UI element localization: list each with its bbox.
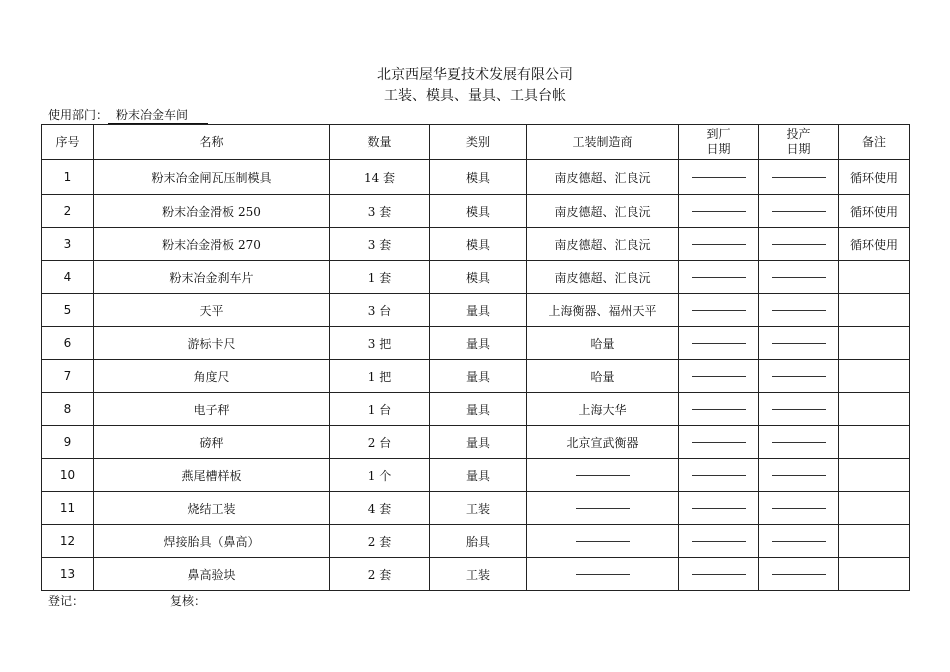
row-production-date [759, 294, 839, 327]
empty-dash [772, 310, 826, 311]
row-index-text: 8 [63, 402, 72, 416]
row-remarks [839, 492, 910, 525]
row-category-text: 模具 [465, 237, 490, 252]
row-name [94, 426, 330, 459]
row-category [430, 558, 527, 591]
row-arrival-date [679, 525, 759, 558]
empty-dash [772, 475, 826, 476]
row-quantity [330, 228, 430, 261]
row-name-text: 粉末冶金滑板 250 [162, 204, 261, 219]
table-row [42, 160, 910, 195]
empty-dash [692, 574, 746, 575]
table-row [42, 558, 910, 591]
row-name-text: 粉末冶金闸瓦压制模具 [151, 170, 272, 185]
empty-dash [772, 211, 826, 212]
header-quantity: 数量 [330, 125, 430, 160]
row-quantity-text: 3 套 [367, 204, 392, 219]
row-arrival-date [679, 261, 759, 294]
table-row [42, 459, 910, 492]
row-index [42, 294, 94, 327]
row-manufacturer-text: 上海大华 [578, 402, 627, 417]
row-category-text: 工装 [465, 567, 490, 582]
row-production-date [759, 160, 839, 195]
row-quantity-text: 14 套 [363, 170, 396, 185]
row-name-text: 鼻高验块 [187, 567, 236, 582]
row-category-text: 量具 [465, 303, 490, 318]
empty-dash [772, 574, 826, 575]
row-production-date [759, 492, 839, 525]
row-remarks [839, 558, 910, 591]
row-arrival-date [679, 459, 759, 492]
row-name [94, 195, 330, 228]
department-label: 使用部门： [48, 108, 109, 122]
header-category: 类别 [430, 125, 527, 160]
row-category-text: 量具 [465, 369, 490, 384]
empty-dash [692, 177, 746, 178]
empty-dash [692, 211, 746, 212]
row-category [430, 426, 527, 459]
row-production-date [759, 426, 839, 459]
row-name [94, 558, 330, 591]
row-arrival-date [679, 294, 759, 327]
row-index [42, 327, 94, 360]
empty-dash [772, 409, 826, 410]
row-index [42, 195, 94, 228]
row-manufacturer-text: 南皮德超、汇良沅 [554, 170, 651, 185]
row-quantity [330, 426, 430, 459]
row-remarks [839, 393, 910, 426]
row-arrival-date [679, 426, 759, 459]
header-row [42, 125, 910, 160]
row-manufacturer-text: 南皮德超、汇良沅 [554, 204, 651, 219]
empty-dash [576, 541, 630, 542]
ledger-body [42, 160, 910, 591]
row-index-text: 9 [63, 435, 72, 449]
row-name-text: 角度尺 [193, 369, 230, 384]
row-arrival-date [679, 393, 759, 426]
empty-dash [692, 343, 746, 344]
row-name-text: 电子秤 [193, 402, 230, 417]
row-category-text: 胎具 [465, 534, 490, 549]
empty-dash [692, 376, 746, 377]
department-line [48, 106, 208, 124]
row-name [94, 492, 330, 525]
row-category-text: 量具 [465, 336, 490, 351]
row-index-text: 1 [63, 170, 72, 184]
header-name: 名称 [94, 125, 330, 160]
row-quantity-text: 2 套 [367, 567, 392, 582]
row-manufacturer [527, 360, 679, 393]
header-production-line1: 投产 [786, 127, 811, 141]
empty-dash [692, 508, 746, 509]
row-quantity-text: 3 把 [367, 336, 392, 351]
row-index-text: 7 [63, 369, 72, 383]
company-title: 北京西屋华夏技术发展有限公司 [377, 67, 573, 83]
row-remarks [839, 360, 910, 393]
header-arrival-line1: 到厂 [706, 127, 731, 141]
row-name [94, 160, 330, 195]
table-row [42, 261, 910, 294]
row-quantity [330, 393, 430, 426]
row-manufacturer [527, 459, 679, 492]
row-remarks [839, 228, 910, 261]
row-manufacturer [527, 426, 679, 459]
table-row [42, 327, 910, 360]
row-production-date [759, 459, 839, 492]
row-index [42, 492, 94, 525]
row-index [42, 558, 94, 591]
row-name-text: 燕尾槽样板 [181, 468, 242, 483]
row-category [430, 360, 527, 393]
row-name-text: 粉末冶金滑板 270 [162, 237, 261, 252]
row-manufacturer [527, 261, 679, 294]
row-manufacturer [527, 558, 679, 591]
empty-dash [772, 541, 826, 542]
row-quantity [330, 294, 430, 327]
register-label: 登记： [48, 594, 85, 608]
ledger-table [41, 124, 910, 591]
row-arrival-date [679, 228, 759, 261]
row-remarks [839, 261, 910, 294]
row-name [94, 327, 330, 360]
row-category [430, 393, 527, 426]
row-category [430, 195, 527, 228]
empty-dash [772, 376, 826, 377]
row-remarks [839, 327, 910, 360]
row-arrival-date [679, 327, 759, 360]
row-production-date [759, 393, 839, 426]
row-category [430, 525, 527, 558]
row-quantity-text: 2 台 [367, 435, 392, 450]
table-row [42, 426, 910, 459]
table-row [42, 393, 910, 426]
row-index-text: 12 [59, 534, 76, 548]
row-quantity [330, 360, 430, 393]
row-quantity [330, 459, 430, 492]
header-arrival-date [679, 125, 759, 160]
row-arrival-date [679, 160, 759, 195]
row-category-text: 量具 [465, 402, 490, 417]
row-remarks [839, 294, 910, 327]
row-quantity [330, 261, 430, 294]
row-manufacturer [527, 195, 679, 228]
empty-dash [692, 310, 746, 311]
row-quantity [330, 492, 430, 525]
row-manufacturer-text: 南皮德超、汇良沅 [554, 237, 651, 252]
row-index [42, 459, 94, 492]
row-quantity-text: 1 台 [367, 402, 392, 417]
row-name-text: 焊接胎具（鼻高） [163, 534, 260, 549]
row-arrival-date [679, 492, 759, 525]
row-quantity-text: 1 个 [367, 468, 392, 483]
row-quantity-text: 1 把 [367, 369, 392, 384]
empty-dash [772, 508, 826, 509]
empty-dash [772, 442, 826, 443]
row-category-text: 模具 [465, 270, 490, 285]
empty-dash [692, 409, 746, 410]
row-production-date [759, 195, 839, 228]
row-production-date [759, 327, 839, 360]
empty-dash [772, 343, 826, 344]
row-index-text: 6 [63, 336, 72, 350]
row-remarks [839, 160, 910, 195]
row-remarks-text: 循环使用 [849, 170, 898, 185]
row-manufacturer [527, 294, 679, 327]
empty-dash [772, 277, 826, 278]
row-index [42, 228, 94, 261]
row-manufacturer-text: 北京宣武衡器 [566, 435, 639, 450]
row-quantity [330, 525, 430, 558]
row-manufacturer [527, 393, 679, 426]
row-arrival-date [679, 558, 759, 591]
row-remarks-text: 循环使用 [849, 204, 898, 219]
row-remarks-text: 循环使用 [849, 237, 898, 252]
row-quantity [330, 558, 430, 591]
row-category [430, 492, 527, 525]
row-name-text: 天平 [199, 303, 224, 318]
header-production-line2: 日期 [786, 142, 811, 156]
row-manufacturer-text: 哈量 [590, 336, 615, 351]
row-index-text: 5 [63, 303, 72, 317]
empty-dash [692, 475, 746, 476]
table-row [42, 228, 910, 261]
row-index [42, 261, 94, 294]
row-production-date [759, 261, 839, 294]
row-arrival-date [679, 195, 759, 228]
empty-dash [692, 244, 746, 245]
empty-dash [576, 574, 630, 575]
row-quantity-text: 3 台 [367, 303, 392, 318]
row-production-date [759, 525, 839, 558]
table-row [42, 525, 910, 558]
table-row [42, 360, 910, 393]
row-category-text: 模具 [465, 204, 490, 219]
row-arrival-date [679, 360, 759, 393]
row-category-text: 模具 [465, 170, 490, 185]
row-quantity-text: 2 套 [367, 534, 392, 549]
row-production-date [759, 360, 839, 393]
empty-dash [576, 475, 630, 476]
row-production-date [759, 558, 839, 591]
row-name-text: 游标卡尺 [187, 336, 236, 351]
row-manufacturer [527, 492, 679, 525]
header-remarks: 备注 [839, 125, 910, 160]
header-production-date [759, 125, 839, 160]
row-category-text: 工装 [465, 501, 490, 516]
row-index-text: 11 [59, 501, 76, 515]
empty-dash [576, 508, 630, 509]
row-name [94, 228, 330, 261]
row-name [94, 459, 330, 492]
row-remarks [839, 459, 910, 492]
row-quantity-text: 4 套 [367, 501, 392, 516]
row-index-text: 13 [59, 567, 76, 581]
row-quantity [330, 327, 430, 360]
row-index-text: 4 [63, 270, 72, 284]
row-quantity-text: 1 套 [367, 270, 392, 285]
table-row [42, 294, 910, 327]
row-name-text: 粉末冶金刹车片 [169, 270, 254, 285]
row-category-text: 量具 [465, 435, 490, 450]
row-quantity [330, 195, 430, 228]
row-category [430, 160, 527, 195]
row-manufacturer [527, 525, 679, 558]
row-index-text: 10 [59, 468, 76, 482]
row-category [430, 228, 527, 261]
row-quantity [330, 160, 430, 195]
row-remarks [839, 426, 910, 459]
row-manufacturer-text: 上海衡器、福州天平 [548, 303, 657, 318]
row-index [42, 160, 94, 195]
row-manufacturer [527, 160, 679, 195]
row-category [430, 459, 527, 492]
empty-dash [692, 277, 746, 278]
row-name [94, 525, 330, 558]
row-category-text: 量具 [465, 468, 490, 483]
row-index [42, 360, 94, 393]
row-category [430, 327, 527, 360]
row-index [42, 393, 94, 426]
row-index-text: 3 [63, 237, 72, 251]
row-manufacturer-text: 哈量 [590, 369, 615, 384]
row-index-text: 2 [63, 204, 72, 218]
empty-dash [772, 177, 826, 178]
row-manufacturer-text: 南皮德超、汇良沅 [554, 270, 651, 285]
row-manufacturer [527, 327, 679, 360]
row-name [94, 294, 330, 327]
row-name [94, 360, 330, 393]
empty-dash [772, 244, 826, 245]
document-subtitle: 工装、模具、量具、工具台帐 [384, 88, 566, 104]
row-production-date [759, 228, 839, 261]
table-row [42, 195, 910, 228]
row-remarks [839, 525, 910, 558]
header-index: 序号 [42, 125, 94, 160]
row-category [430, 261, 527, 294]
row-name-text: 磅秤 [199, 435, 224, 450]
row-remarks [839, 195, 910, 228]
row-manufacturer [527, 228, 679, 261]
department-value: 粉末冶金车间 [108, 106, 208, 124]
row-category [430, 294, 527, 327]
empty-dash [692, 541, 746, 542]
header-arrival-line2: 日期 [706, 142, 731, 156]
table-row [42, 492, 910, 525]
header-manufacturer: 工装制造商 [527, 125, 679, 160]
row-quantity-text: 3 套 [367, 237, 392, 252]
row-name-text: 烧结工装 [187, 501, 236, 516]
review-label: 复核： [170, 594, 207, 608]
row-index [42, 426, 94, 459]
row-name [94, 261, 330, 294]
empty-dash [692, 442, 746, 443]
row-index [42, 525, 94, 558]
row-name [94, 393, 330, 426]
